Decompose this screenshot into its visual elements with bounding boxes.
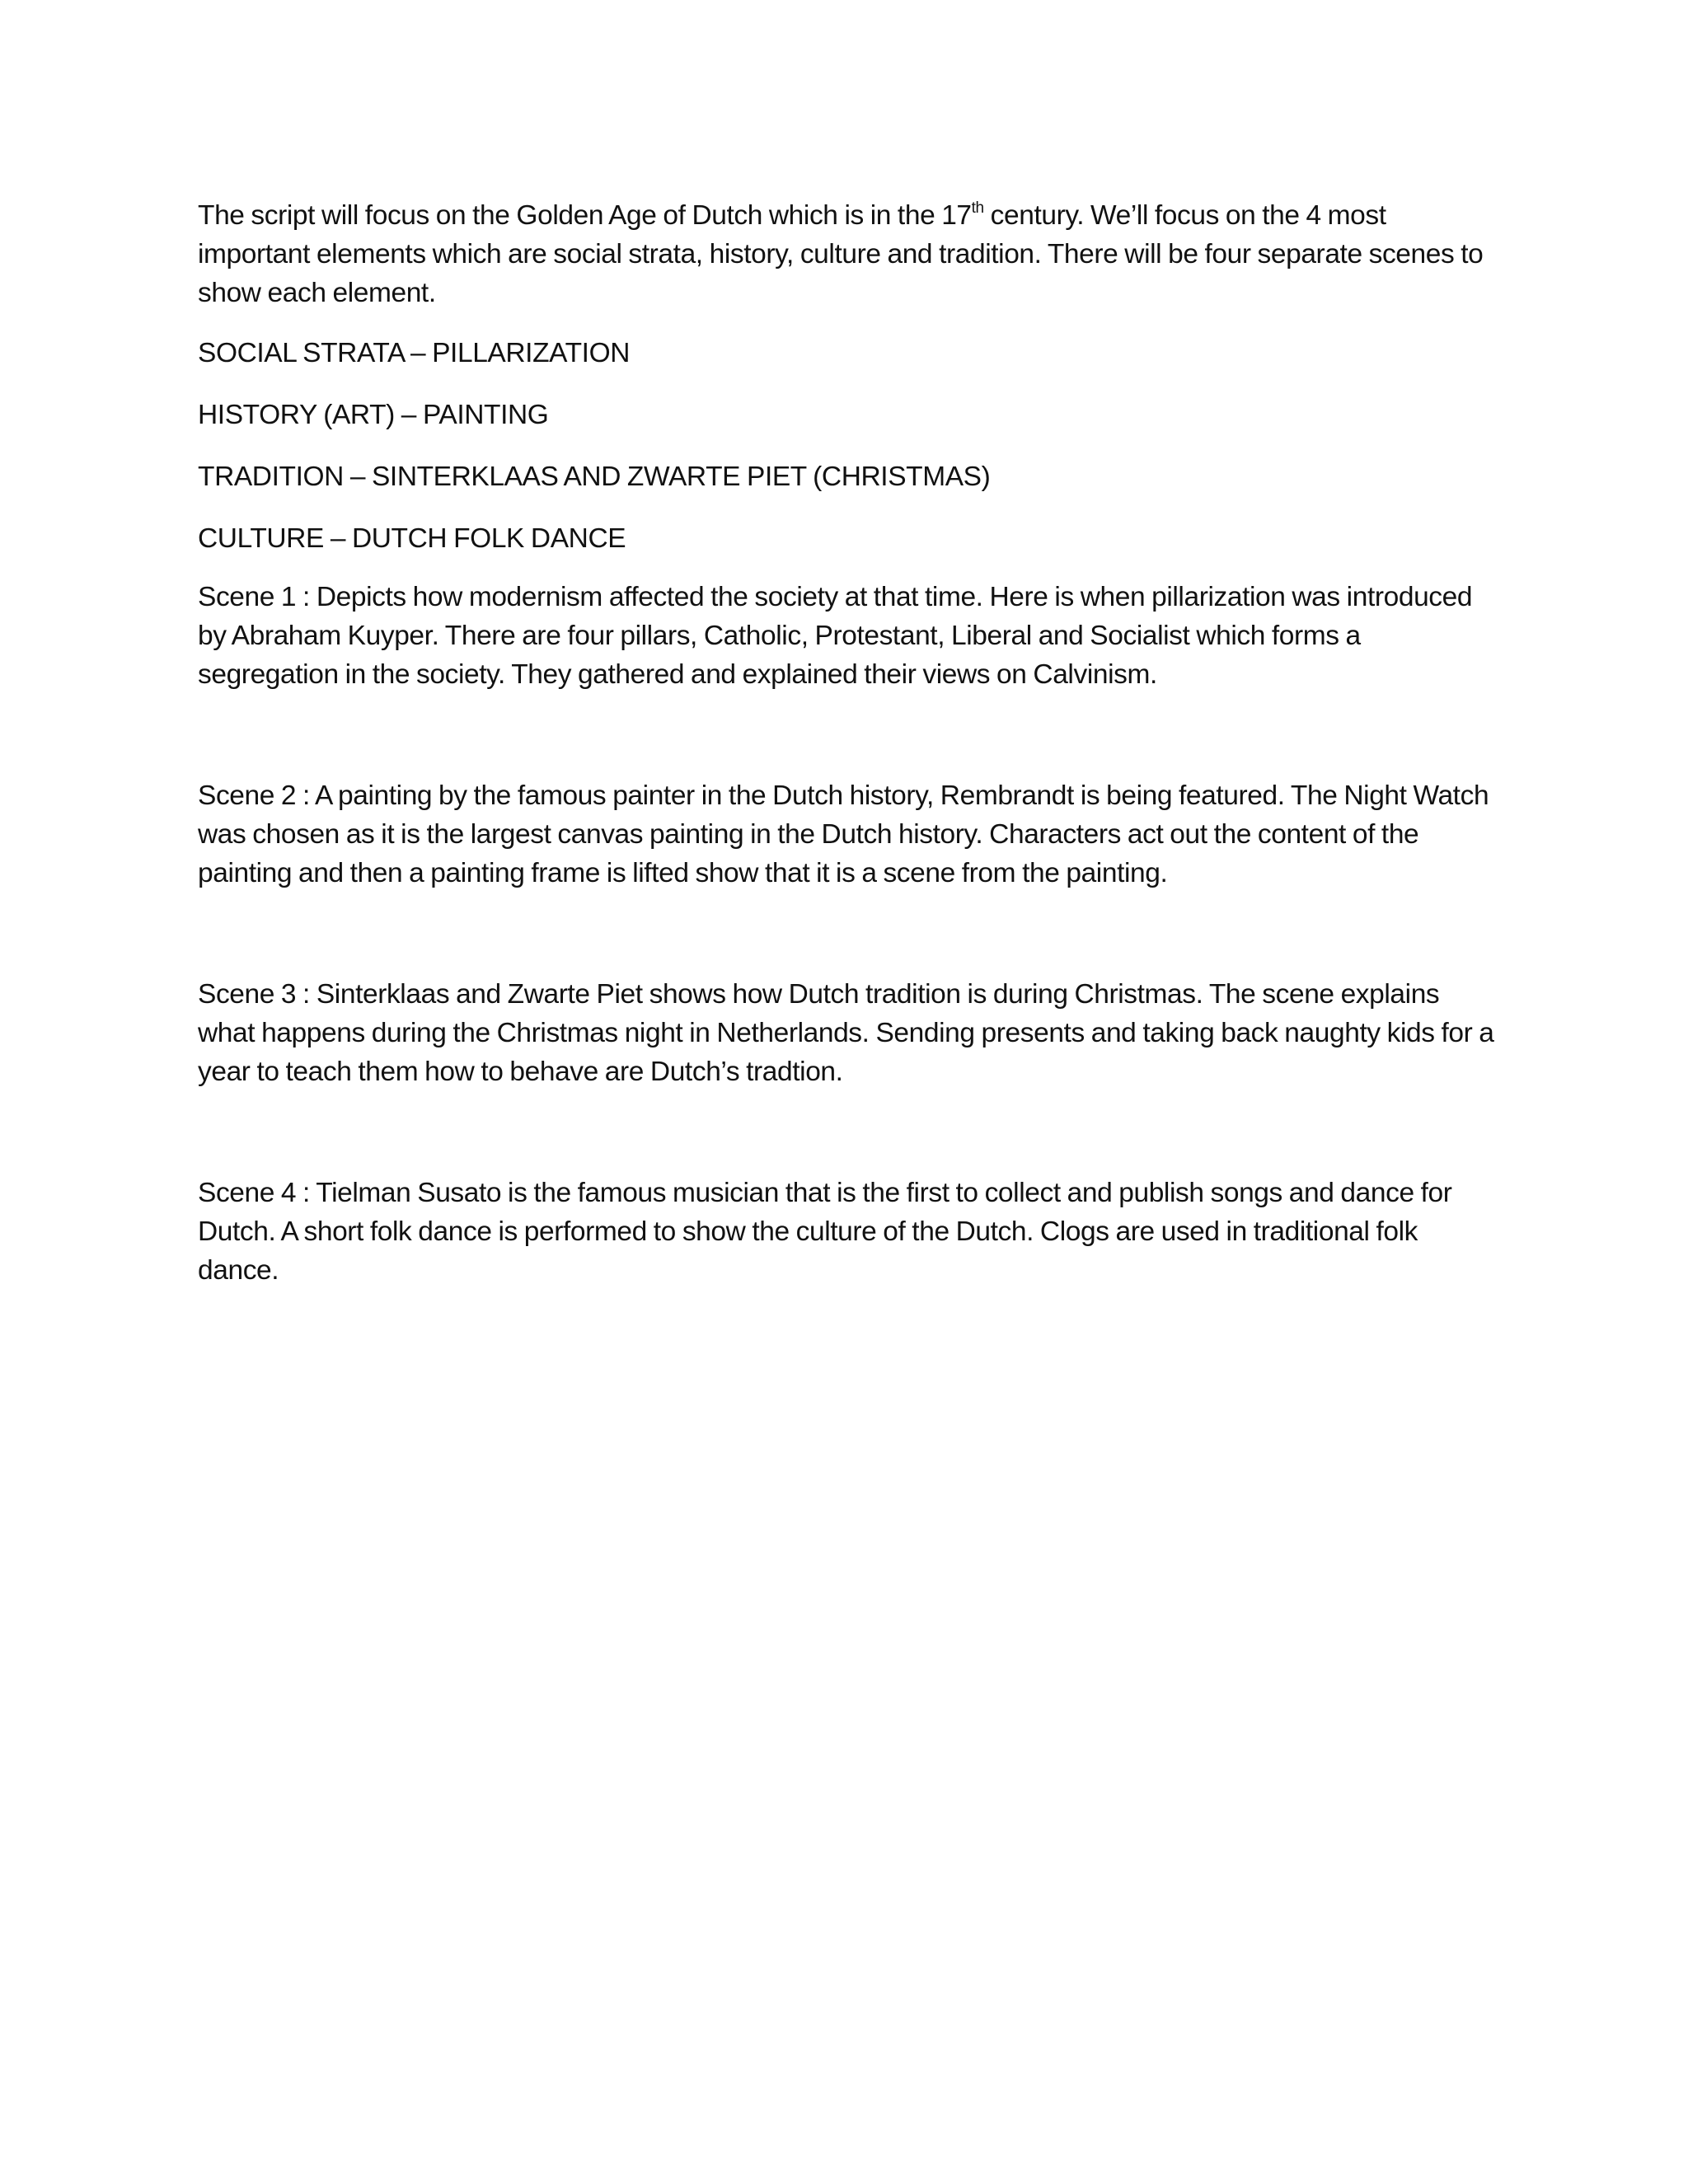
- intro-text-part2: century. We’ll focus on the 4 most important elements which are social strata, history, culture and tradition. There will be four separate scenes to show each element.: [198, 200, 1484, 308]
- document-body: [198, 196, 1500, 1290]
- heading-culture: CULTURE – DUTCH FOLK DANCE: [198, 523, 626, 554]
- heading-history: HISTORY (ART) – PAINTING: [198, 400, 549, 430]
- heading-tradition: TRADITION – SINTERKLAAS AND ZWARTE PIET (CHRISTMAS): [198, 462, 991, 492]
- intro-paragraph: [198, 196, 1500, 312]
- scene-1-paragraph: Scene 1 : Depicts how modernism affected the society at that time. Here is when pillarization was introduced by Abraham Kuyper. There are four pillars, Catholic, Protestant, Liberal and Socialist which forms a segregation in the society. They gathered and explained their views on Calvinism.: [198, 582, 1473, 690]
- intro-superscript: th: [971, 199, 984, 217]
- intro-text-part1: The script will focus on the Golden Age of Dutch which is in the 17: [198, 200, 972, 231]
- scene-2-paragraph: Scene 2 : A painting by the famous painter in the Dutch history, Rembrandt is being featured. The Night Watch was chosen as it is the largest canvas painting in the Dutch history. Characters act out the content of the painting and then a painting frame is lifted show that it is a scene from the painting.: [198, 780, 1489, 888]
- scene-4-paragraph: Scene 4 : Tielman Susato is the famous musician that is the first to collect and publish songs and dance for Dutch. A short folk dance is performed to show the culture of the Dutch. Clogs are used in traditional folk dance.: [198, 1178, 1452, 1286]
- heading-social-strata: SOCIAL STRATA – PILLARIZATION: [198, 338, 631, 368]
- scene-3-paragraph: Scene 3 : Sinterklaas and Zwarte Piet shows how Dutch tradition is during Christmas. The scene explains what happens during the Christmas night in Netherlands. Sending presents and taking back naughty kids for a year to teach them how to behave are Dutch’s tradtion.: [198, 979, 1494, 1087]
